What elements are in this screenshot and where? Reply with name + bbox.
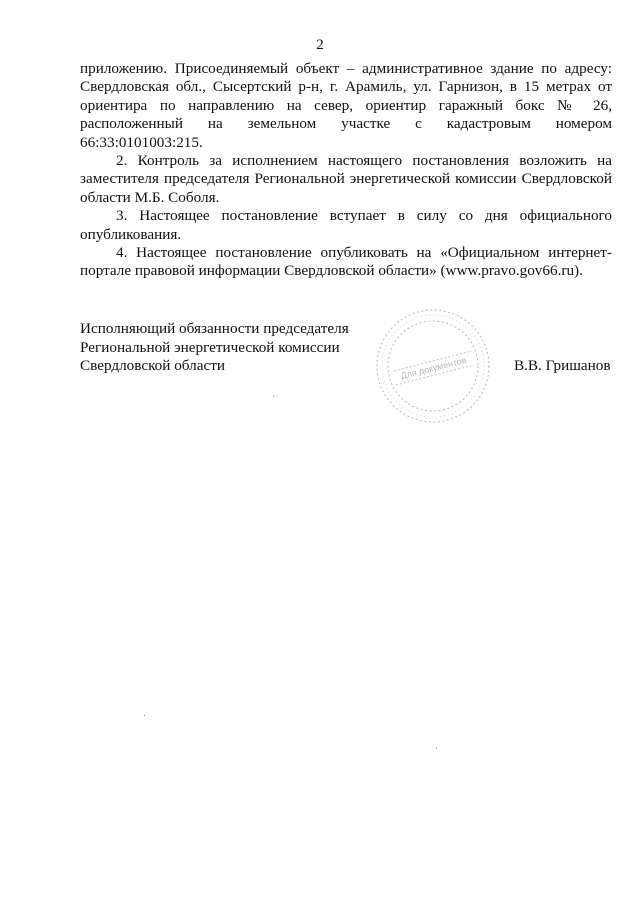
- signatory-position-line: Свердловской области: [80, 357, 225, 374]
- signatory-position-line: Региональной энергетической комиссии: [80, 338, 340, 356]
- stamp-text: Для документов: [399, 354, 468, 381]
- page-number: 2: [316, 37, 324, 53]
- paragraph-item-2: 2. Контроль за исполнением настоящего постановления возложить на заместителя председателя Региональной энергетической комиссии Свердловской области М.Б. Соболя.: [80, 152, 612, 206]
- scan-speck: [144, 715, 145, 716]
- signatory-position: [80, 320, 380, 376]
- signatory-name: В.В. Гришанов: [514, 357, 611, 374]
- paragraph-continuation: приложению. Присоединяемый объект – административное здание по адресу: Свердловская обл., Сысертский р-н, г. Арамиль, ул. Гарнизон, в 15 метрах от ориентира по направлению на север, ориентир гаражный бокс № 26, расположенный на земельном участке с кадастровым номером 66:33:0101003:215.: [80, 60, 612, 151]
- official-seal-stamp: [372, 305, 494, 427]
- document-body: [80, 60, 612, 281]
- signatory-position-line: Исполняющий обязанности председателя: [80, 320, 349, 337]
- scan-speck: [436, 748, 437, 749]
- paragraph-item-4: 4. Настоящее постановление опубликовать на «Официальном интернет-портале правовой информации Свердловской области» (www.pravo.gov66.ru).: [80, 244, 612, 280]
- paragraph-item-3: 3. Настоящее постановление вступает в силу со дня официального опубликования.: [80, 207, 612, 243]
- scan-speck: [273, 396, 274, 397]
